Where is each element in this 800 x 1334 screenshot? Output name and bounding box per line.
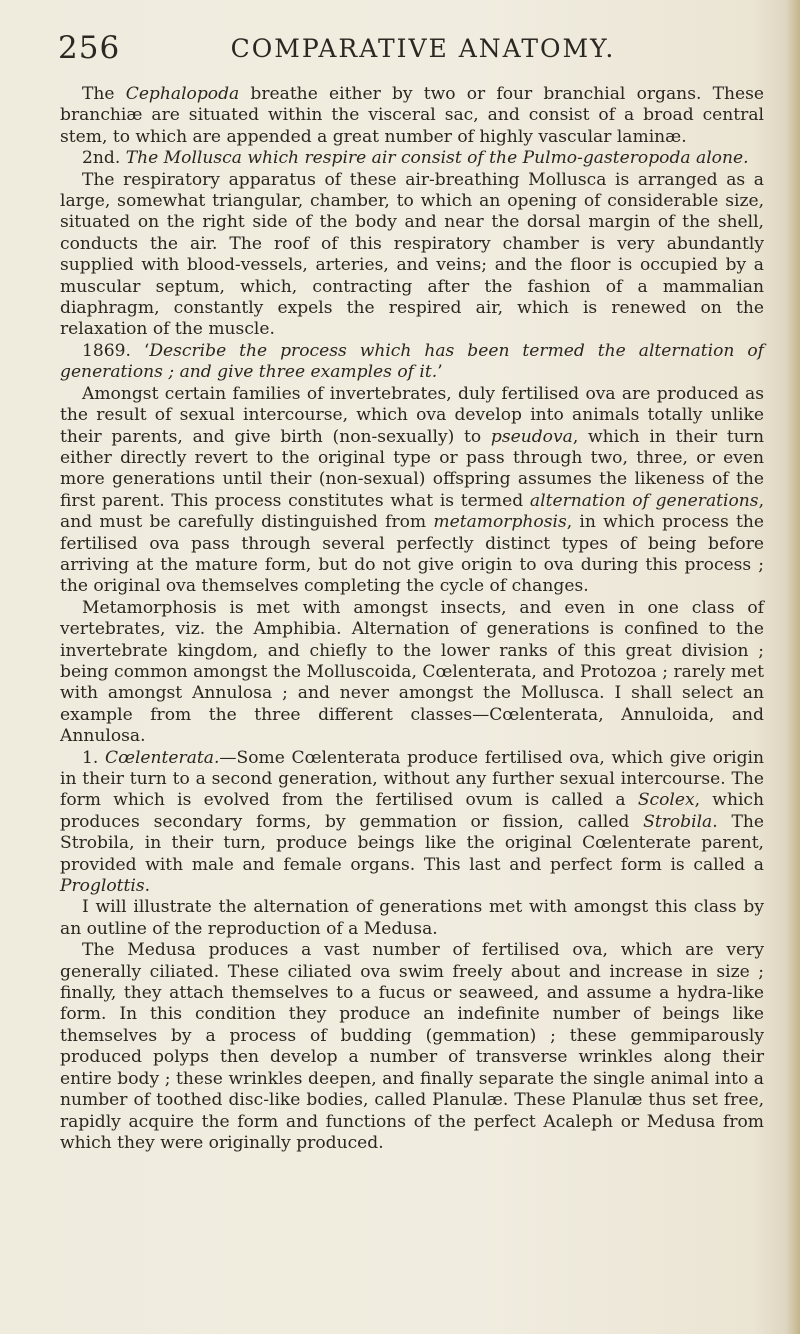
- italic-text: Strobila: [643, 811, 713, 832]
- text-run: I will illustrate the alternation of generations met with amongst this class by an outline of the reproduction of a Medusa.: [60, 897, 764, 939]
- paragraph: [60, 598, 764, 748]
- italic-text: pseudova: [490, 426, 573, 447]
- italic-text: Cœlenterata.: [104, 747, 220, 768]
- text-run: ’: [437, 362, 443, 383]
- italic-text: Describe the process which has been termed the alternation of generations ; and give three examples of it.: [60, 340, 764, 383]
- text-run: The respiratory apparatus of these air-breathing Mollusca is arranged as a large, somewhat triangular, chamber, to which an opening of considerable size, situated on the right side of the body and near the dorsal margin of the shell, conducts the air. The roof of this respiratory chamber is very abundantly supplied with blood-vessels, arteries, and veins; and the floor is occupied by a muscular septum, which, contracting after the fashion of a mammalian diaphragm, constantly expels the respired air, which is renewed on the relaxation of the muscle.: [60, 169, 764, 340]
- text-run: , in which process the fertilised ova pass through several perfectly distinct types of being before arriving at the mature form, but do not give origin to ova during this process ; the original ova themselves completing the cycle of changes.: [60, 512, 764, 597]
- text-run: Metamorphosis is met with amongst insects, and even in one class of vertebrates, viz. the Amphibia. Alternation of generations is confined to the invertebrate kingdom, and chiefly to the lower ranks of this great division ; being common amongst the Molluscoida, Cœlenterata, and Protozoa ; rarely met with amongst Annulosa ; and never amongst the Mollusca. I shall select an example from the three different classes—Cœlenterata, Annuloida, and Annulosa.: [60, 597, 764, 747]
- italic-text: Cephalopoda: [125, 84, 240, 104]
- text-run: 2nd.: [82, 148, 126, 169]
- text-run: —Some Cœlenterata produce fertilised ova, which give origin in their turn to a second generation, without any further sexual intercourse. The form which is evolved from the fertilised ovum is called a: [60, 747, 764, 811]
- text-run: , and must be carefully distinguished from: [60, 490, 765, 533]
- text-run: The: [82, 84, 126, 104]
- page-header: [58, 30, 748, 70]
- paragraph: [60, 148, 764, 169]
- text-run: , which in their turn either directly revert to the original type or pass through two, three, or even more generations until their (non-sexual) offspring assumes the likeness of the first parent. This process constitutes what is termed: [60, 426, 764, 511]
- paragraph: [60, 897, 764, 940]
- italic-text: metamorphosis: [433, 512, 567, 533]
- body-text: [60, 84, 764, 1154]
- text-run: .: [144, 876, 151, 897]
- italic-text: Scolex: [637, 790, 695, 811]
- paragraph: [60, 940, 764, 1154]
- text-run: Amongst certain families of invertebrates, duly fertilised ova are produced as the result of sexual intercourse, which ova develop into animals totally unlike their parents, and give birth (non-sexually) to: [60, 383, 764, 447]
- paragraph: [60, 170, 764, 341]
- text-run: . The Strobila, in their turn, produce beings like the original Cœlenterate parent, provided with male and female organs. This last and perfect form is called a: [60, 811, 764, 875]
- paragraph: [60, 84, 764, 148]
- text-run: 1.: [82, 747, 105, 768]
- paragraph: [60, 384, 764, 598]
- page-edge-shadow: [786, 0, 800, 1334]
- italic-text: The Mollusca which respire air consist of the Pulmo-gasteropoda alone.: [125, 148, 749, 169]
- text-run: 1869. ‘: [82, 340, 150, 361]
- text-run: breathe either by two or four branchial organs. These branchiæ are situated within the visceral sac, and consist of a broad central stem, to which are appended a great number of highly vascular laminæ.: [60, 84, 765, 147]
- text-run: The Medusa produces a vast number of fertilised ova, which are very generally ciliated. These ciliated ova swim freely about and increase in size ; finally, they attach themselves to a fucus or seaweed, and assume a hydra-like form. In this condition they produce an indefinite number of beings like themselves by a process of budding (gemmation) ; these gemmiparously produced polyps then develop a number of transverse wrinkles along their entire body ; these wrinkles deepen, and finally separate the single animal into a number of toothed disc-like bodies, called Planulæ. These Planulæ thus set free, rapidly acquire the form and functions of the perfect Acaleph or Medusa from which they were originally produced.: [60, 940, 764, 1153]
- italic-text: Proglottis: [60, 876, 145, 897]
- paragraph: [60, 748, 764, 898]
- running-head: COMPARATIVE ANATOMY.: [230, 34, 616, 63]
- paragraph: [60, 341, 764, 384]
- page-number: 256: [58, 30, 121, 66]
- text-run: , which produces secondary forms, by gemmation or fission, called: [60, 790, 764, 832]
- italic-text: alternation of generations: [529, 490, 759, 511]
